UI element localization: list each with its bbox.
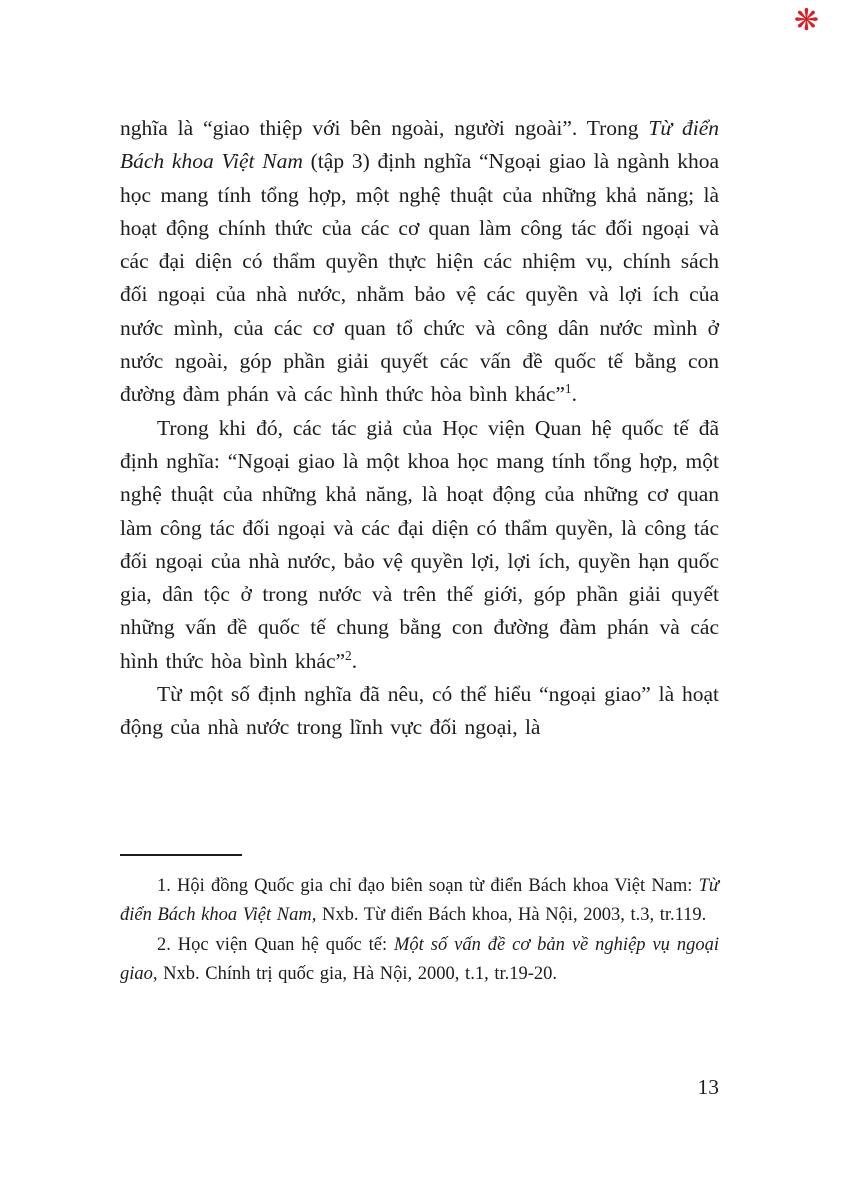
page-body bbox=[120, 112, 719, 745]
footnote-2 bbox=[120, 931, 719, 990]
footnote-separator bbox=[120, 854, 242, 856]
text-segment: Trong khi đó, các tác giả của Học viện Quan hệ quốc tế đã định nghĩa: “Ngoại giao là một khoa học mang tính tổng hợp, một nghệ thuật của những khả năng, là hoạt động của những cơ quan làm công tác đối ngoại và các đại diện có thẩm quyền, là công tác đối ngoại của nhà nước, bảo vệ quyền lợi, lợi ích, quyền hạn quốc gia, dân tộc ở trong nước và trên thế giới, góp phần giải quyết những vấn đề quốc tế chung bằng con đường đàm phán và các hình thức hòa bình khác” bbox=[120, 415, 719, 673]
text-segment: Nxb. Chính trị quốc gia, Hà Nội, 2000, t.1, tr.19-20. bbox=[157, 963, 558, 984]
book-title-italic: Từ điển Bách khoa Việt Nam bbox=[120, 116, 719, 174]
body-paragraph-3 bbox=[120, 678, 719, 745]
text-segment: (tập 3) định nghĩa “Ngoại giao là ngành khoa học mang tính tổng hợp, một nghệ thuật của những khả năng; là hoạt động chính thức của các cơ quan làm công tác đối ngoại và các đại diện có thẩm quyền thực hiện các nhiệm vụ, chính sách đối ngoại của nhà nước, nhằm bảo vệ các quyền và lợi ích của nước mình, của các cơ quan tổ chức và công dân nước mình ở nước ngoài, góp phần giải quyết các vấn đề quốc tế bằng con đường đàm phán và các hình thức hòa bình khác” bbox=[120, 149, 719, 407]
footnote-1 bbox=[120, 872, 719, 931]
body-paragraph-1 bbox=[120, 112, 719, 412]
footnote-reference-2: 2 bbox=[345, 647, 352, 663]
cited-title-italic: Từ điển Bách khoa Việt Nam, bbox=[120, 876, 719, 926]
page-number: 13 bbox=[697, 1075, 719, 1099]
text-segment: 1. Hội đồng Quốc gia chỉ đạo biên soạn từ điển Bách khoa Việt Nam: bbox=[157, 876, 699, 896]
flower-ornament-icon: ❋ bbox=[793, 3, 819, 38]
text-segment: Nxb. Từ điển Bách khoa, Hà Nội, 2003, t.3, tr.119. bbox=[316, 905, 707, 926]
text-segment: . bbox=[351, 648, 358, 673]
body-paragraph-2 bbox=[120, 412, 719, 678]
text-segment: . bbox=[571, 382, 577, 407]
text-segment: Từ một số định nghĩa đã nêu, có thể hiểu “ngoại giao” là hoạt động của nhà nước trong lĩnh vực đối ngoại, là bbox=[120, 682, 719, 740]
cited-title-italic: Một số vấn đề cơ bản về nghiệp vụ ngoại giao, bbox=[120, 934, 719, 984]
footnote-reference-1: 1 bbox=[564, 381, 572, 397]
text-segment: 2. Học viện Quan hệ quốc tế: bbox=[157, 934, 395, 955]
footnotes-section bbox=[120, 854, 719, 989]
text-segment: nghĩa là “giao thiệp với bên ngoài, người ngoài”. Trong bbox=[120, 116, 649, 140]
